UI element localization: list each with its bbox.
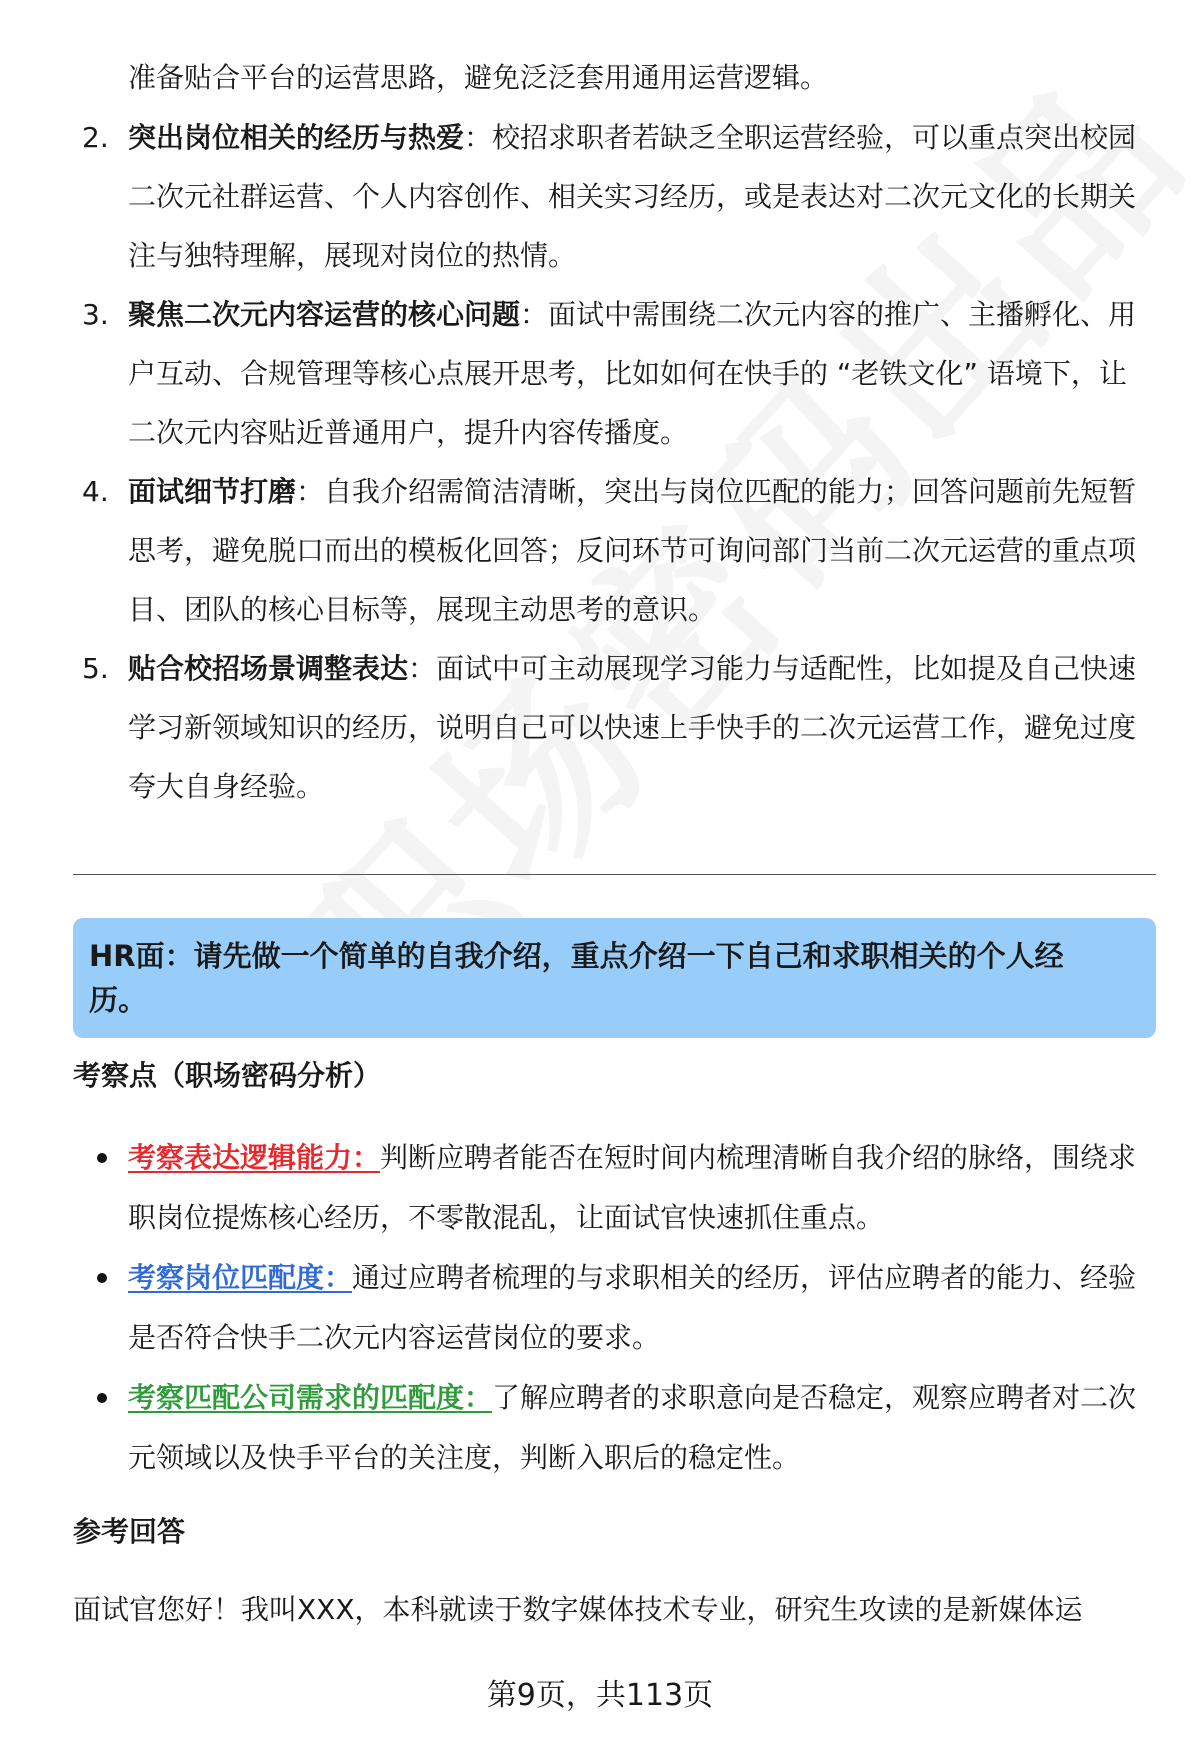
analysis-point: [0, 1368, 1200, 1488]
tip-title: 聚焦二次元内容运营的核心问题: [128, 298, 521, 331]
point-text: 通过应聘者梳理的与求职相关的经历，评估应聘者的能力、经验是否符合快手二次元内容运营岗位的要求。: [128, 1261, 1137, 1354]
tip-item: [0, 285, 1200, 462]
analysis-points-list: [0, 1128, 1200, 1488]
tip-body: [128, 285, 1142, 462]
tips-list: [0, 108, 1200, 816]
tip-title: 贴合校招场景调整表达: [128, 652, 409, 685]
tip-title: 面试细节打磨: [128, 475, 297, 508]
tip-text: ：面试中可主动展现学习能力与适配性，比如提及自己快速学习新领域知识的经历，说明自己可以快速上手快手的二次元运营工作，避免过度夸大自身经验。: [128, 652, 1137, 803]
tip-text: ：面试中需围绕二次元内容的推广、主播孵化、用户互动、合规管理等核心点展开思考，比如如何在快手的 “老铁文化” 语境下，让二次元内容贴近普通用户，提升内容传播度。: [128, 298, 1137, 449]
answer-paragraph-line: 面试官您好！我叫XXX，本科就读于数字媒体技术专业，研究生攻读的是新媒体运: [73, 1593, 1083, 1626]
analysis-point: [0, 1128, 1200, 1248]
analysis-point: [0, 1248, 1200, 1368]
point-title: 考察匹配公司需求的匹配度：: [128, 1381, 493, 1414]
point-body: [128, 1248, 1142, 1368]
section-divider: [73, 874, 1156, 875]
point-text: 判断应聘者能否在短时间内梳理清晰自我介绍的脉络，围绕求职岗位提炼核心经历，不零散混乱，让面试官快速抓住重点。: [128, 1141, 1137, 1234]
bullet-dot-icon: [97, 1153, 107, 1163]
tip-number: 3.: [82, 298, 109, 331]
tip-number: 4.: [82, 475, 109, 508]
point-body: [128, 1368, 1142, 1488]
tip-number: 2.: [82, 121, 109, 154]
point-title: 考察表达逻辑能力：: [128, 1141, 381, 1174]
tip-title: 突出岗位相关的经历与热爱: [128, 121, 465, 154]
point-body: [128, 1128, 1142, 1248]
analysis-heading: 考察点（职场密码分析）: [73, 1059, 382, 1092]
question-callout: [73, 918, 1156, 1038]
continued-paragraph-line: 准备贴合平台的运营思路，避免泛泛套用通用运营逻辑。: [128, 61, 829, 94]
tip-body: [128, 108, 1142, 285]
tip-item: [0, 462, 1200, 639]
bullet-dot-icon: [97, 1273, 107, 1283]
tip-body: [128, 639, 1142, 816]
tip-number: 5.: [82, 652, 109, 685]
page-number: 第9页，共113页: [486, 1678, 714, 1713]
point-title: 考察岗位匹配度：: [128, 1261, 353, 1294]
tip-body: [128, 462, 1142, 639]
bullet-dot-icon: [97, 1393, 107, 1403]
tip-text: ：自我介绍需简洁清晰，突出与岗位匹配的能力；回答问题前先短暂思考，避免脱口而出的模板化回答；反问环节可询问部门当前二次元运营的重点项目、团队的核心目标等，展现主动思考的意识。: [128, 475, 1137, 626]
tip-text: ：校招求职者若缺乏全职运营经验，可以重点突出校园二次元社群运营、个人内容创作、相关实习经历，或是表达对二次元文化的长期关注与独特理解，展现对岗位的热情。: [128, 121, 1137, 272]
answer-heading: 参考回答: [73, 1515, 186, 1548]
tip-item: [0, 108, 1200, 285]
tip-item: [0, 639, 1200, 816]
hr-question: HR面：请先做一个简单的自我介绍，重点介绍一下自己和求职相关的个人经历。: [89, 939, 1064, 1017]
point-text: 了解应聘者的求职意向是否稳定，观察应聘者对二次元领域以及快手平台的关注度，判断入职后的稳定性。: [128, 1381, 1137, 1474]
